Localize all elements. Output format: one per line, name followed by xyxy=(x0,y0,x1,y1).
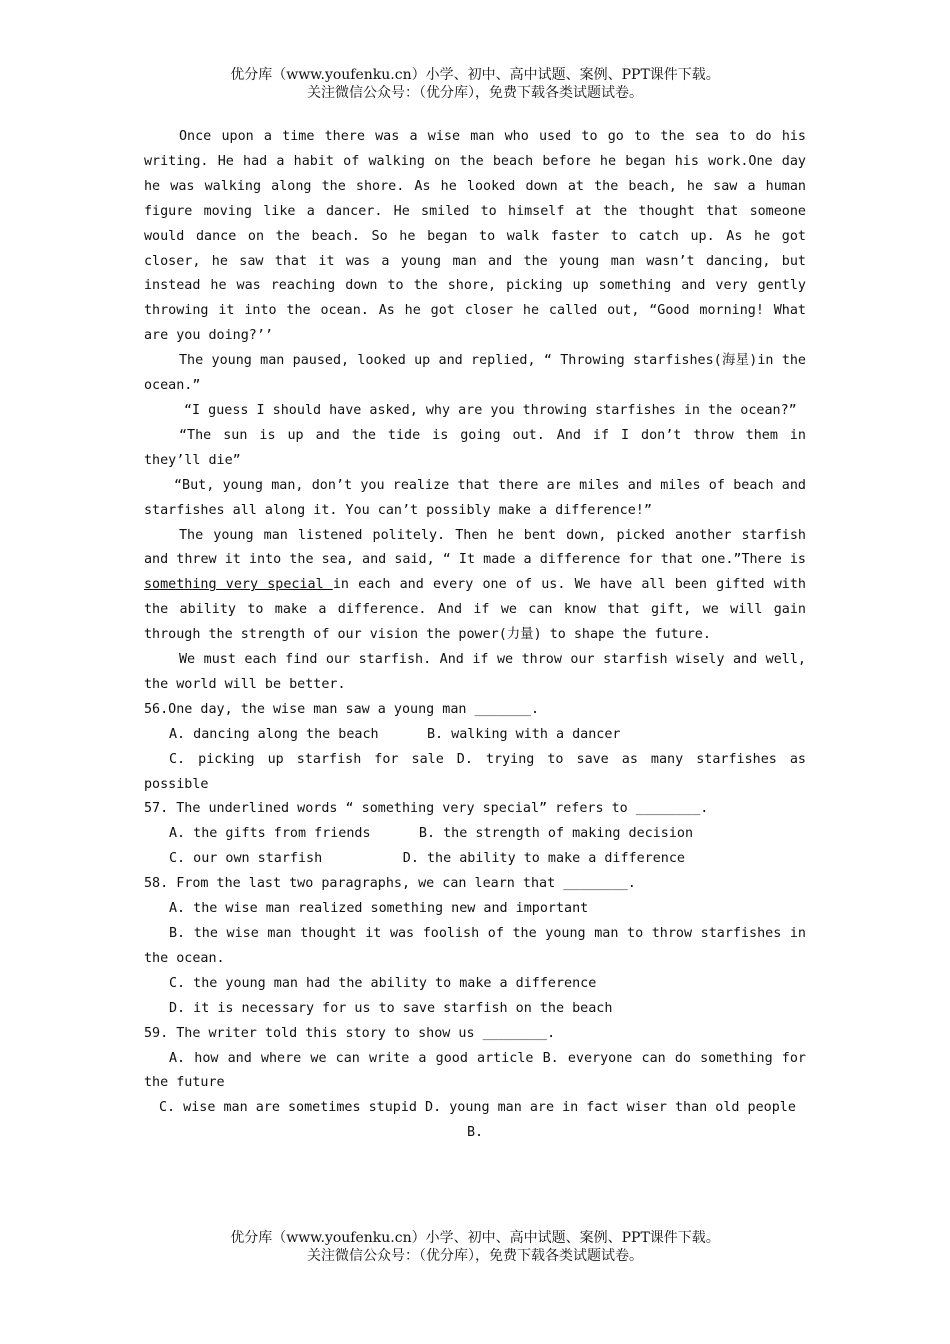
question-56-stem: 56.One day, the wise man saw a young man _______. xyxy=(144,701,540,717)
page-footer xyxy=(0,1229,950,1265)
header-line-1: 优分库（www.youfenku.cn）小学、初中、高中试题、案例、PPT课件下载。 xyxy=(230,67,720,83)
passage-paragraph-6 xyxy=(144,524,806,649)
question-58-stem: 58. From the last two paragraphs, we can learn that ________. xyxy=(144,876,636,892)
question-57-stem: 57. The underlined words “ something very special” refers to ________. xyxy=(144,801,709,817)
question-58-option-b: B. the wise man thought it was foolish of the young man to throw starfishes in the ocean. xyxy=(144,926,806,966)
question-56-options-cd: C. picking up starfish for sale D. trying to save as many starfishes as possible xyxy=(144,751,806,792)
passage-paragraph-5: “But, young man, don’t you realize that there are miles and miles of beach and starfishes all along it. You can’t possibly make a difference!” xyxy=(144,477,806,518)
page-header xyxy=(0,66,950,102)
question-57-options-cd: C. our own starfish D. the ability to make a difference xyxy=(169,851,685,867)
question-58-option-a: A. the wise man realized something new and important xyxy=(169,901,589,917)
passage-paragraph-3: “I guess I should have asked, why are you throwing starfishes in the ocean?” xyxy=(184,402,797,418)
footer-line-2: 关注微信公众号：（优分库），免费下载各类试题试卷。 xyxy=(307,1248,643,1264)
question-56-options-ab: A. dancing along the beach B. walking with a dancer xyxy=(169,726,621,742)
question-58-option-d: D. it is necessary for us to save starfish on the beach xyxy=(169,1000,613,1016)
question-59-stem: 59. The writer told this story to show us ________. xyxy=(144,1025,556,1041)
paragraph-6-text-end: in each and every one of us. We have all been gifted with the ability to make a difference. And if we can know that gift, we will gain through the strength of our vision the power(力量) to shape the future. xyxy=(144,577,806,643)
answer-text: B. xyxy=(466,1125,484,1141)
passage-paragraph-4: “The sun is up and the tide is going out. And if I don’t throw them in they’ll die” xyxy=(144,427,806,468)
question-58-option-c: C. the young man had the ability to make a difference xyxy=(169,975,597,991)
paragraph-6-text-start: The young man listened politely. Then he bent down, picked another starfish and threw it into the sea, and said, “ It made a difference for that one.”There is xyxy=(144,527,806,568)
question-59-options-cd: C. wise man are sometimes stupid D. young man are in fact wiser than old people xyxy=(159,1100,796,1116)
header-line-2: 关注微信公众号：（优分库），免费下载各类试题试卷。 xyxy=(307,85,643,101)
question-57-options-ab: A. the gifts from friends B. the strength of making decision xyxy=(169,826,694,842)
question-59-options-ab: A. how and where we can write a good article B. everyone can do something for the future xyxy=(144,1050,806,1091)
footer-line-1: 优分库（www.youfenku.cn）小学、初中、高中试题、案例、PPT课件下载。 xyxy=(230,1230,720,1246)
passage-paragraph-1: Once upon a time there was a wise man who used to go to the sea to do his writing. He had a habit of walking on the beach before he began his work.One day he was walking along the shore. As he looked down at the beach, he saw a human figure moving like a dancer. He smiled to himself at the thought that someone would dance on the beach. So he began to walk faster to catch up. As he got closer, he saw that it was a young man and the young man wasn’t dancing, but instead he was reaching down to the shore, picking up something and very gently throwing it into the ocean. As he got closer he called out, “Good morning! What are you doing?’’ xyxy=(144,129,806,344)
passage-paragraph-2: The young man paused, looked up and replied, “ Throwing starfishes(海星)in the ocean.” xyxy=(144,353,806,394)
underlined-phrase: something very special xyxy=(144,577,333,593)
document-body xyxy=(144,125,806,1146)
passage-paragraph-7: We must each find our starfish. And if we throw our starfish wisely and well, the world will be better. xyxy=(144,652,806,692)
